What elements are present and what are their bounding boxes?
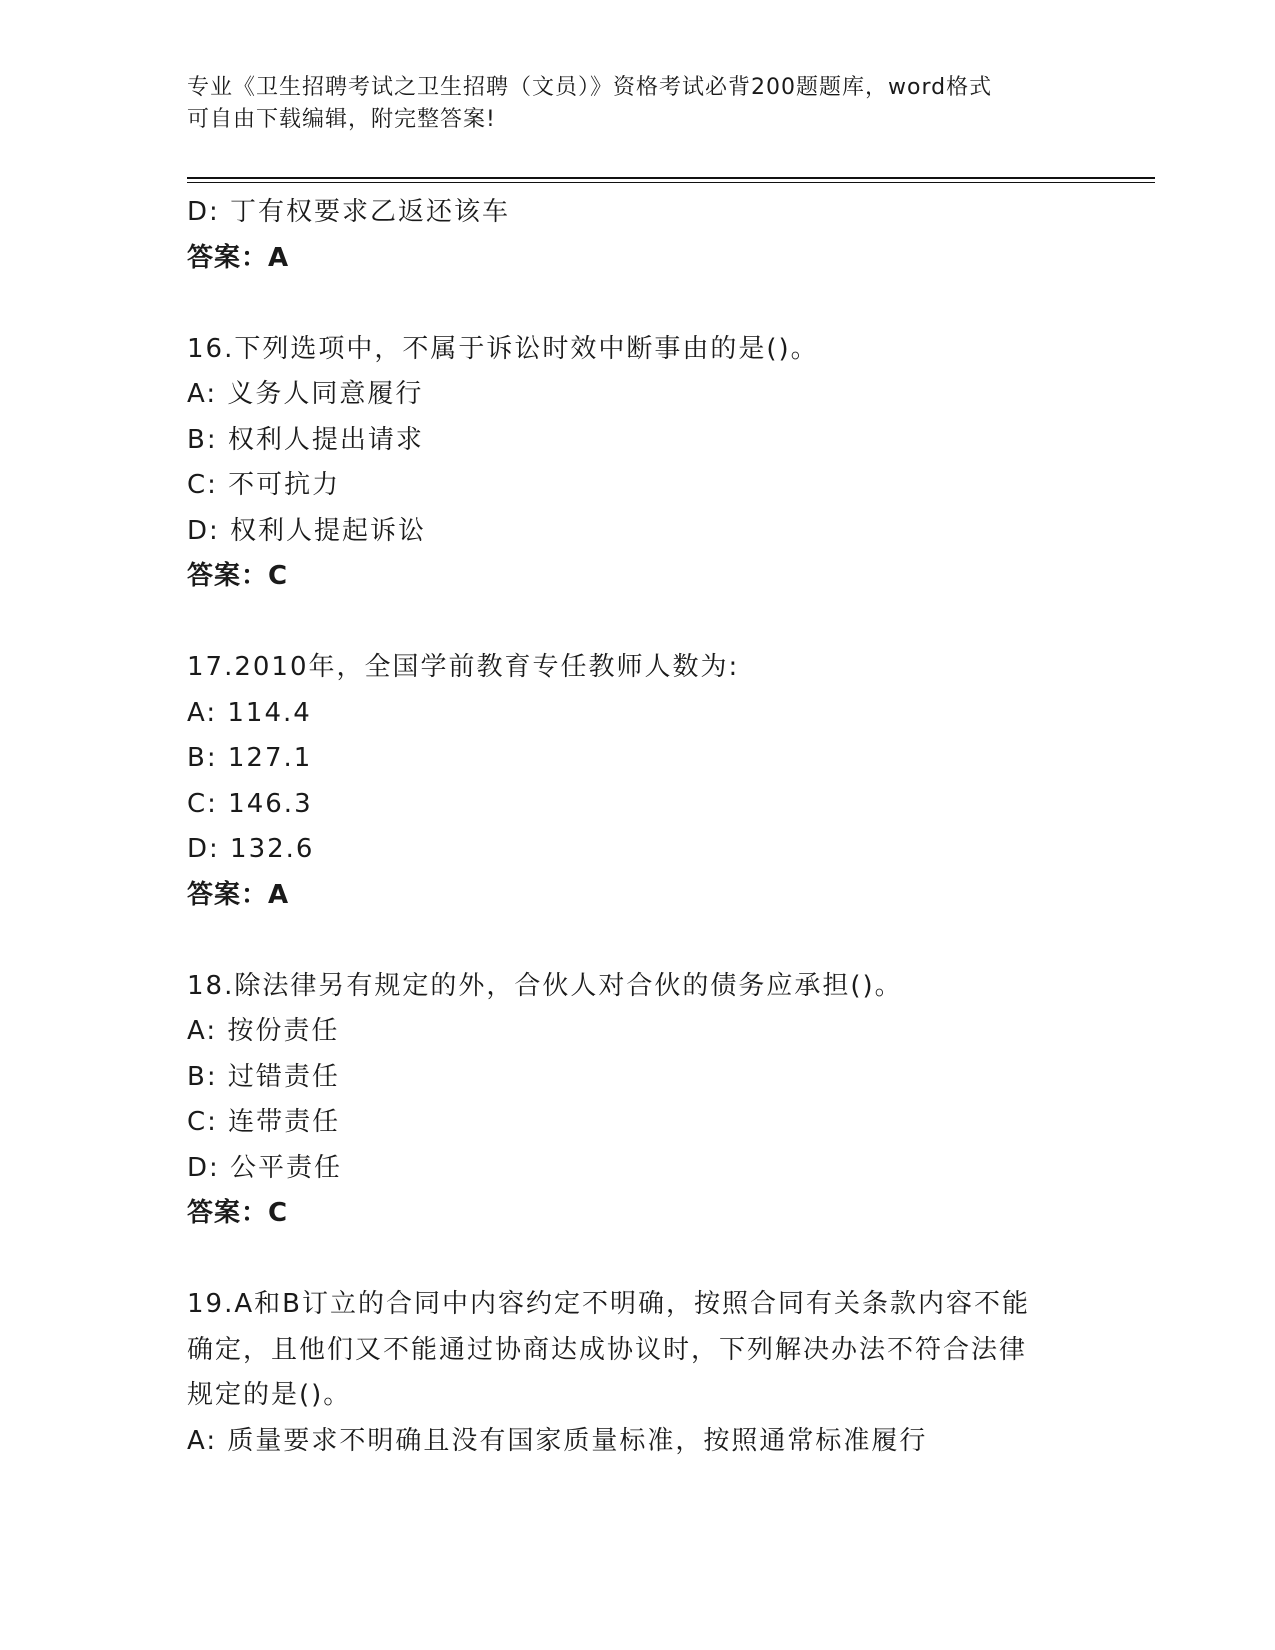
question-17 — [187, 645, 1087, 918]
answer: 答案：A — [187, 879, 290, 910]
question-18 — [187, 964, 1087, 1237]
question-text: 17.2010年，全国学前教育专任教师人数为: — [187, 652, 740, 682]
option-b: B: 过错责任 — [187, 1061, 340, 1092]
question-19 — [187, 1282, 1087, 1464]
option-a: A: 义务人同意履行 — [187, 379, 424, 409]
option-d: D: 权利人提起诉讼 — [187, 515, 427, 546]
option-c: C: 146.3 — [187, 788, 313, 819]
question-list — [187, 190, 1087, 1464]
question-text-line-3: 规定的是()。 — [187, 1380, 352, 1410]
option-a: A: 质量要求不明确且没有国家质量标准，按照通常标准履行 — [187, 1425, 928, 1456]
option-d: D: 公平责任 — [187, 1152, 343, 1183]
option-a: A: 按份责任 — [187, 1016, 340, 1046]
question-15-tail — [187, 190, 1087, 281]
document-header — [187, 72, 1087, 136]
option-b: B: 127.1 — [187, 743, 313, 773]
header-line-1: 专业《卫生招聘考试之卫生招聘（文员）》资格考试必背200题题库，word格式 — [187, 75, 993, 100]
answer: 答案：A — [187, 242, 290, 273]
header-line-2: 可自由下载编辑，附完整答案! — [187, 107, 496, 132]
question-text: 18.除法律另有规定的外，合伙人对合伙的债务应承担()。 — [187, 970, 903, 1001]
option-d: D: 132.6 — [187, 834, 315, 864]
option-b: B: 权利人提出请求 — [187, 424, 424, 455]
option-c: C: 连带责任 — [187, 1107, 341, 1137]
answer: 答案：C — [187, 1198, 289, 1228]
header-rule-thin — [187, 182, 1155, 183]
question-text-line-2: 确定，且他们又不能通过协商达成协议时，下列解决办法不符合法律 — [187, 1334, 1028, 1365]
question-16 — [187, 327, 1087, 600]
answer: 答案：C — [187, 561, 289, 591]
question-text: 16.下列选项中，不属于诉讼时效中断事由的是()。 — [187, 333, 819, 364]
option-a: A: 114.4 — [187, 697, 312, 728]
question-text-line-1: 19.A和B订立的合同中内容约定不明确，按照合同有关条款内容不能 — [187, 1289, 1030, 1319]
header-rule-thick — [187, 177, 1155, 179]
option-d: D: 丁有权要求乙返还该车 — [187, 197, 511, 227]
option-c: C: 不可抗力 — [187, 470, 341, 500]
